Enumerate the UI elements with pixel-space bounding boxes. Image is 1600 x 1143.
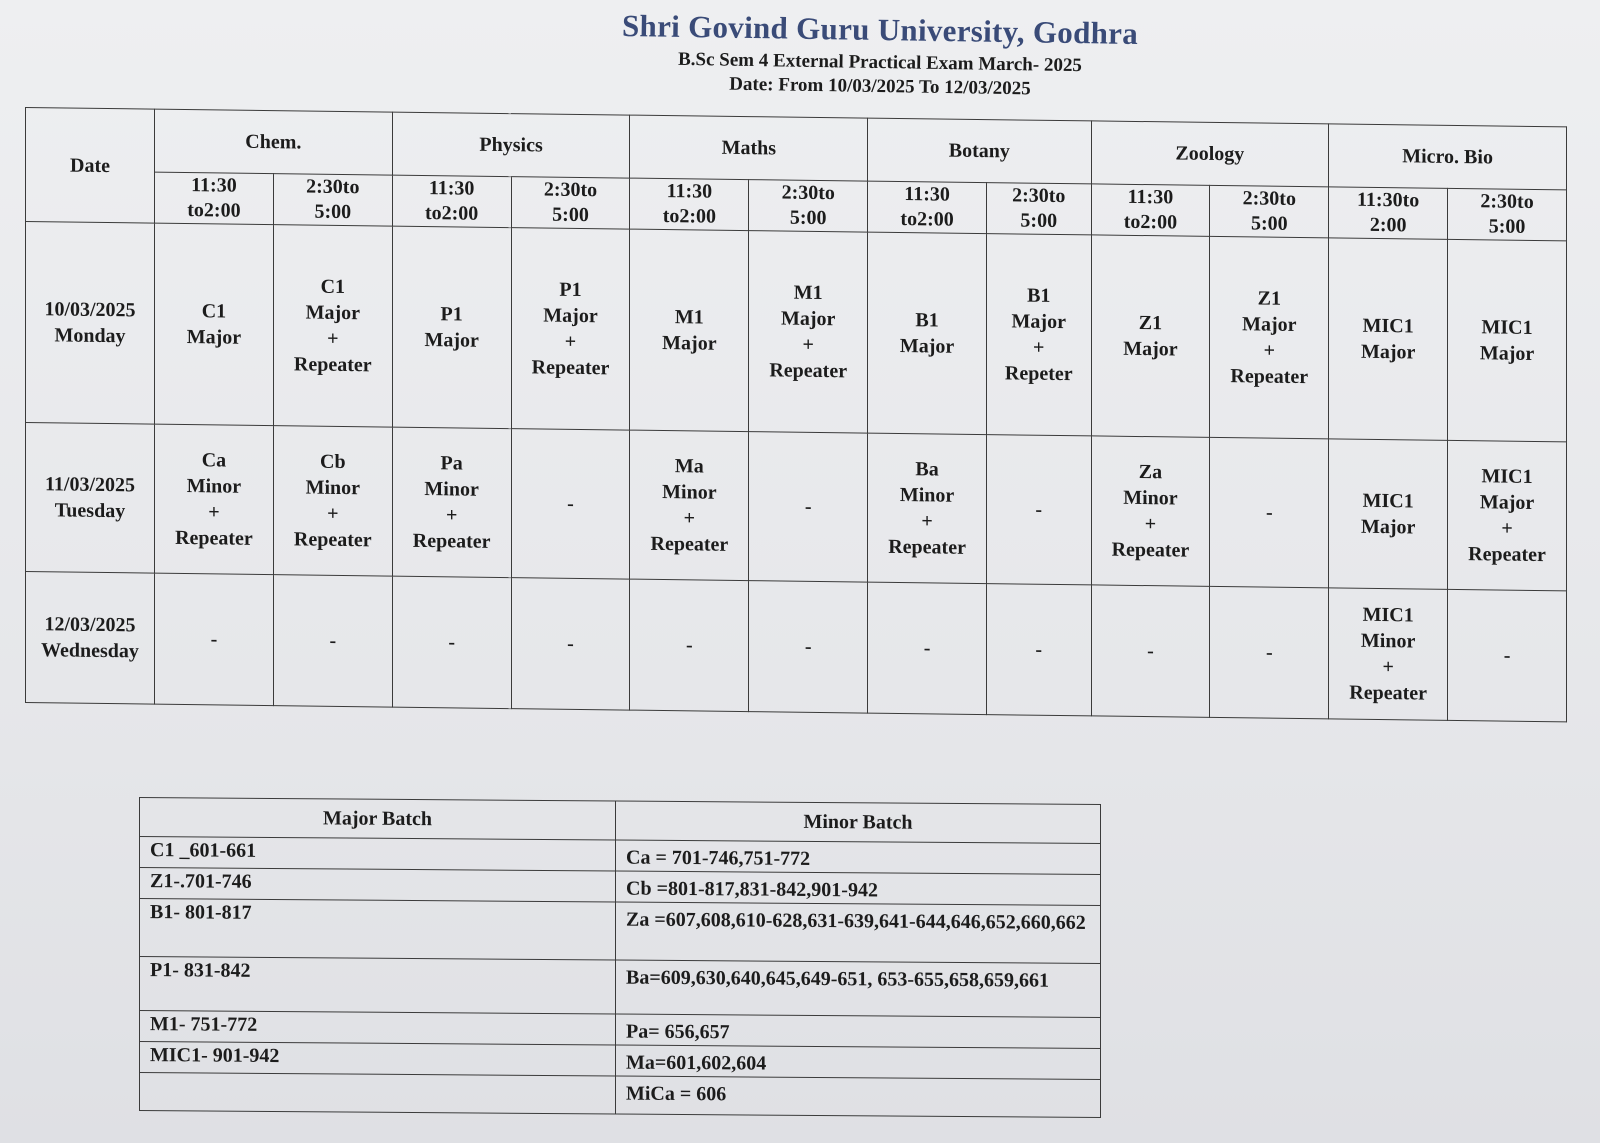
time-slot-cell: [987, 183, 1091, 235]
batch-slot-line: Repeater: [888, 535, 966, 559]
time-slot-line: 5:00: [1488, 215, 1526, 238]
batch-slot-line: Major: [1242, 313, 1297, 336]
time-slot-cell: [273, 174, 392, 226]
batch-slot-line: Minor: [662, 481, 717, 504]
batch-slot-line: Minor: [186, 475, 242, 498]
batch-slot-line: -: [804, 495, 812, 518]
batch-slot-line: P1: [559, 278, 582, 301]
batch-slot-line: Repeter: [1004, 362, 1073, 386]
batch-slot-line: -: [1147, 640, 1154, 663]
time-slot-line: 2:00: [1369, 213, 1407, 237]
batch-slot-line: Repeater: [531, 356, 610, 380]
batch-slot-cell: [155, 573, 274, 705]
time-slot-cell: [155, 172, 274, 224]
major-batch-cell: P1- 831-842: [140, 957, 616, 1014]
batch-slot-line: +: [683, 507, 696, 530]
batch-slot-line: Z1: [1257, 287, 1281, 310]
batch-slot-cell: [273, 426, 392, 576]
batch-slot-line: Repeater: [1111, 538, 1190, 562]
batch-slot-line: P1: [440, 303, 463, 326]
time-slot-cell: [1091, 184, 1210, 236]
batch-slot-cell: [630, 579, 749, 711]
batch-slot-line: Major: [186, 326, 242, 349]
time-slot-cell: [511, 177, 630, 229]
major-batch-cell: Z1-.701-746: [140, 868, 616, 902]
university-title: Shri Govind Guru University, Godhra: [621, 7, 1139, 52]
time-slot-line: 11:30to: [1357, 188, 1420, 212]
batch-slot-line: Repeater: [650, 532, 729, 556]
subject-header: Micro. Bio: [1329, 124, 1567, 190]
batch-slot-cell: [1329, 238, 1448, 440]
minor-batch-cell: MiCa = 606: [616, 1076, 1101, 1118]
time-slot-cell: [1329, 187, 1448, 239]
time-slot-line: 5:00: [1250, 212, 1288, 235]
schedule-row: [26, 222, 1567, 442]
batch-slot-cell: [987, 234, 1091, 436]
batch-slot-line: Repeater: [769, 359, 848, 383]
batch-slot-line: M1: [793, 281, 823, 305]
batch-slot-line: Pa: [440, 452, 463, 475]
batch-slot-cell: [1091, 235, 1210, 437]
batch-slot-cell: [511, 228, 630, 430]
batch-table: [139, 797, 1101, 1118]
time-slot-line: to2:00: [424, 202, 479, 225]
batch-slot-cell: [392, 576, 511, 708]
subject-header: Maths: [630, 115, 868, 181]
time-slot-line: 11:30: [1127, 185, 1174, 209]
batch-slot-cell: [1329, 588, 1448, 720]
batch-slot-line: Repeater: [293, 528, 372, 552]
major-batch-cell: C1 _601-661: [140, 837, 616, 871]
time-slot-line: 2:30to: [306, 175, 360, 199]
batch-slot-line: +: [208, 501, 220, 524]
batch-slot-line: Major: [305, 301, 360, 325]
time-slot-line: 2:30to: [543, 178, 598, 202]
batch-slot-line: Major: [1479, 342, 1535, 365]
batch-slot-cell: [1210, 236, 1329, 438]
major-batch-cell: [140, 1073, 616, 1114]
time-slot-line: 11:30: [428, 177, 475, 200]
batch-slot-cell: [749, 231, 868, 433]
batch-slot-line: Repeater: [1230, 365, 1309, 389]
time-slot-cell: [392, 175, 511, 227]
batch-slot-line: Z1: [1138, 311, 1163, 335]
batch-slot-line: M1: [674, 306, 704, 329]
time-slot-line: to2:00: [662, 205, 717, 228]
time-slot-line: 2:30to: [1012, 184, 1066, 208]
batch-slot-line: B1: [1027, 284, 1051, 307]
batch-slot-line: C1: [201, 300, 227, 323]
batch-slot-line: +: [1144, 513, 1157, 536]
batch-slot-line: +: [327, 327, 339, 350]
major-batch-header: Major Batch: [140, 798, 616, 840]
batch-slot-cell: [155, 424, 274, 574]
time-slot-line: 2:30to: [1480, 190, 1534, 213]
batch-slot-line: Major: [899, 334, 955, 358]
exam-dates: Date: From 10/03/2025 To 12/03/2025: [729, 73, 1031, 100]
batch-slot-line: -: [923, 637, 931, 660]
batch-slot-line: C1: [320, 275, 346, 299]
minor-batch-cell: Ba=609,630,640,645,649-651, 653-655,658,659,661: [616, 960, 1101, 1018]
batch-slot-line: Minor: [1123, 486, 1178, 510]
batch-slot-line: +: [1382, 656, 1394, 679]
batch-slot-line: -: [1265, 641, 1273, 664]
batch-row: [140, 957, 1101, 1018]
batch-slot-line: MIC1: [1362, 603, 1414, 627]
subject-header: Zoology: [1091, 121, 1329, 187]
time-slot-line: 5:00: [314, 200, 352, 224]
time-slot-line: to2:00: [900, 208, 954, 231]
date-cell: [26, 572, 155, 705]
date-cell: [26, 423, 155, 574]
batch-slot-line: Repeater: [293, 353, 372, 377]
batch-slot-line: Cb: [320, 450, 346, 474]
minor-batch-cell: Za =607,608,610-628,631-639,641-644,646,652,660,662: [616, 902, 1101, 964]
batch-slot-line: Za: [1138, 460, 1163, 484]
batch-slot-line: Repeater: [175, 526, 253, 550]
batch-slot-line: Repeater: [1349, 681, 1428, 705]
batch-slot-line: +: [327, 502, 339, 525]
time-slot-cell: [630, 178, 749, 230]
batch-slot-cell: [987, 435, 1091, 585]
batch-slot-cell: [1091, 436, 1210, 586]
major-batch-cell: B1- 801-817: [140, 899, 616, 960]
batch-slot-line: Major: [1011, 310, 1066, 334]
time-slot-line: 11:30: [904, 183, 950, 206]
minor-batch-header: Minor Batch: [616, 801, 1101, 844]
batch-slot-cell: [1329, 439, 1448, 589]
batch-slot-line: +: [802, 333, 814, 356]
batch-slot-cell: [273, 225, 392, 427]
batch-slot-line: Major: [424, 329, 479, 352]
batch-slot-line: +: [921, 510, 933, 533]
batch-slot-line: +: [1263, 339, 1275, 362]
batch-slot-line: +: [1033, 336, 1045, 359]
batch-slot-line: +: [1501, 517, 1513, 540]
batch-slot-line: MIC1: [1481, 316, 1533, 339]
batch-slot-cell: [511, 578, 630, 710]
time-slot-line: 2:30to: [781, 181, 835, 205]
minor-batch-cell: Cb =801-817,831-842,901-942: [616, 871, 1101, 906]
batch-slot-cell: [392, 226, 511, 428]
batch-slot-line: -: [1035, 498, 1043, 521]
batch-slot-line: Minor: [424, 478, 479, 501]
time-slot-cell: [868, 181, 987, 233]
time-slot-line: to2:00: [1123, 210, 1178, 234]
batch-slot-line: Major: [662, 332, 717, 355]
time-slot-cell: [1210, 185, 1329, 237]
batch-slot-line: -: [1503, 644, 1511, 667]
exam-date: 10/03/2025: [44, 298, 136, 322]
batch-slot-cell: [749, 581, 868, 713]
batch-slot-line: -: [1035, 638, 1043, 661]
batch-slot-line: -: [804, 635, 812, 658]
batch-slot-line: Ma: [674, 455, 704, 478]
batch-slot-cell: [1210, 437, 1329, 587]
batch-slot-line: -: [567, 492, 574, 515]
schedule-row: [26, 572, 1567, 722]
batch-slot-line: -: [1265, 501, 1273, 524]
batch-slot-line: Major: [543, 304, 598, 328]
minor-batch-cell: Ca = 701-746,751-772: [616, 840, 1101, 875]
batch-slot-line: B1: [915, 309, 939, 332]
date-column-header: Date: [26, 108, 155, 224]
batch-slot-cell: [1091, 585, 1210, 717]
batch-slot-line: -: [329, 629, 337, 652]
minor-batch-cell: Ma=601,602,604: [616, 1045, 1101, 1080]
time-slot-line: 11:30: [191, 174, 237, 197]
batch-slot-line: -: [686, 634, 693, 657]
batch-slot-cell: [392, 427, 511, 577]
subject-header: Chem.: [155, 109, 393, 175]
major-batch-cell: MIC1- 901-942: [140, 1042, 616, 1076]
batch-slot-cell: [749, 432, 868, 582]
batch-slot-line: MIC1: [1362, 314, 1414, 338]
time-slot-cell: [1448, 188, 1567, 240]
exam-date: 12/03/2025: [44, 613, 136, 637]
batch-slot-line: Major: [1479, 491, 1535, 514]
batch-slot-cell: [868, 582, 987, 714]
batch-slot-line: Major: [1360, 515, 1416, 539]
batch-slot-cell: [273, 575, 392, 707]
batch-slot-cell: [868, 232, 987, 434]
exam-day: Tuesday: [54, 499, 126, 523]
batch-slot-line: -: [448, 631, 455, 654]
date-cell: [26, 222, 155, 425]
subject-header: Botany: [868, 118, 1091, 184]
batch-slot-line: MIC1: [1362, 489, 1414, 513]
batch-slot-line: Ca: [201, 449, 227, 472]
batch-slot-cell: [1448, 589, 1567, 721]
major-batch-cell: M1- 751-772: [140, 1011, 616, 1045]
batch-slot-line: Major: [1123, 337, 1178, 361]
batch-slot-line: Major: [1360, 340, 1416, 364]
document-header: [0, 7, 1600, 100]
time-slot-line: 5:00: [1020, 209, 1058, 232]
time-slot-cell: [749, 180, 868, 232]
time-slot-line: 2:30to: [1242, 187, 1296, 210]
exam-date: 11/03/2025: [44, 473, 135, 497]
time-slot-line: 11:30: [666, 180, 713, 203]
batch-slot-line: Minor: [305, 476, 360, 500]
batch-row: [140, 899, 1101, 964]
batch-slot-line: +: [445, 504, 458, 527]
batch-slot-line: Minor: [1360, 629, 1416, 653]
batch-slot-line: +: [564, 330, 577, 353]
time-slot-line: 5:00: [552, 203, 589, 227]
batch-slot-cell: [868, 433, 987, 583]
batch-slot-line: MIC1: [1481, 465, 1533, 488]
batch-slot-cell: [1448, 239, 1567, 441]
batch-slot-line: -: [567, 632, 574, 655]
subject-header: Physics: [392, 112, 630, 178]
exam-day: Monday: [54, 324, 126, 348]
exam-schedule-table: [25, 107, 1567, 722]
batch-slot-line: Repeater: [412, 529, 491, 553]
minor-batch-cell: Pa= 656,657: [616, 1014, 1101, 1049]
exam-day: Wednesday: [41, 639, 139, 663]
batch-slot-cell: [630, 430, 749, 580]
batch-slot-line: Minor: [899, 483, 955, 507]
batch-slot-line: Ba: [915, 458, 939, 481]
batch-slot-cell: [1448, 440, 1567, 590]
schedule-row: [26, 423, 1567, 591]
batch-row: [140, 1073, 1101, 1118]
batch-slot-cell: [987, 584, 1091, 716]
exam-title: B.Sc Sem 4 External Practical Exam March- 2025: [677, 48, 1083, 77]
batch-slot-line: -: [210, 628, 218, 651]
batch-slot-cell: [155, 223, 274, 425]
batch-slot-line: Repeater: [1468, 543, 1546, 567]
batch-slot-cell: [511, 429, 630, 579]
batch-slot-line: Major: [781, 307, 836, 331]
time-slot-line: to2:00: [187, 199, 241, 222]
batch-slot-cell: [630, 229, 749, 431]
time-slot-line: 5:00: [789, 206, 827, 230]
batch-slot-cell: [1210, 586, 1329, 718]
